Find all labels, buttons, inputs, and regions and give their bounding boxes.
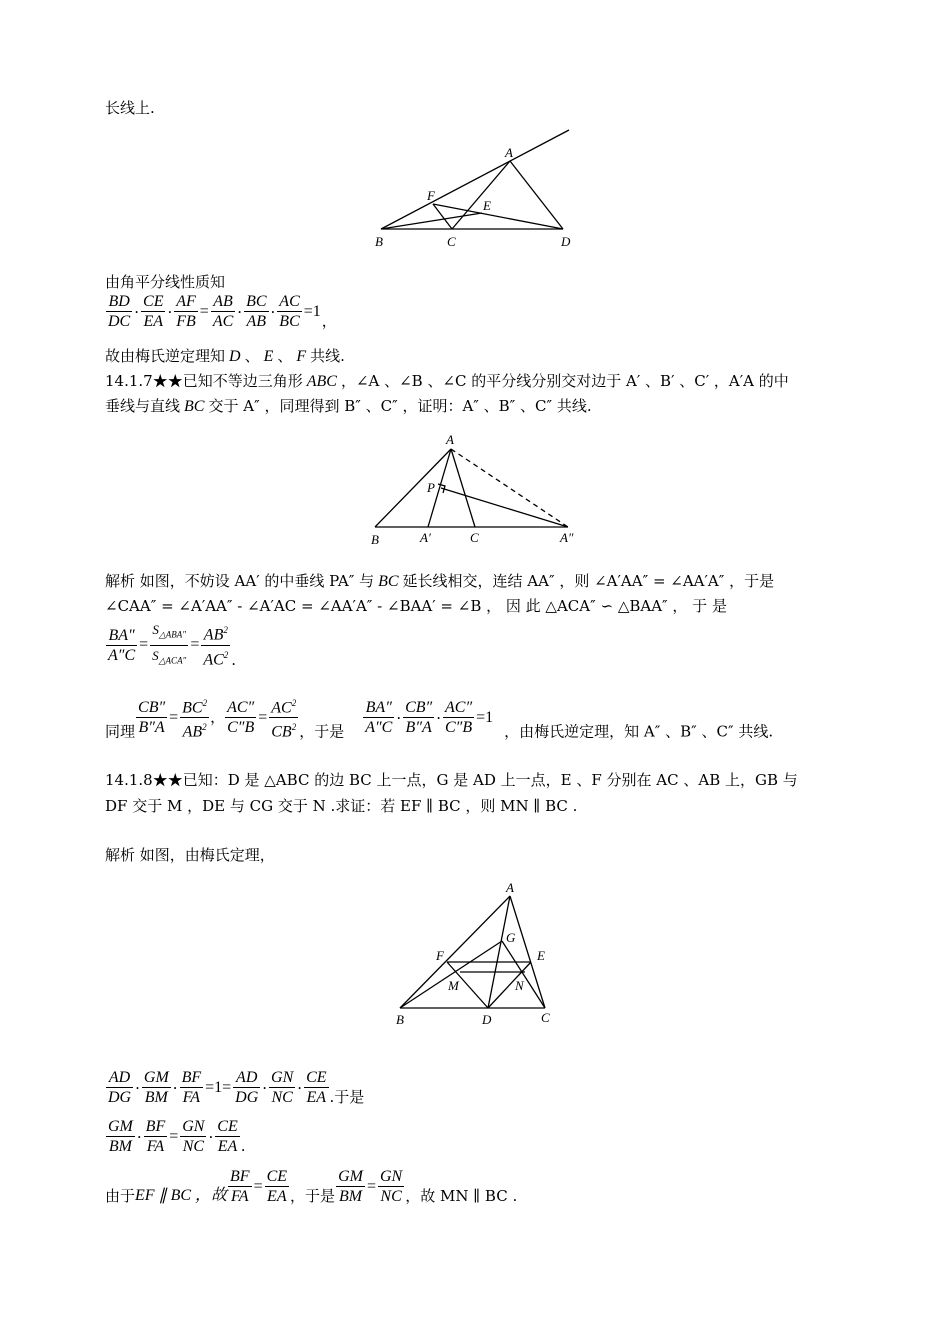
formula-6: 由于EF ∥ BC ，故 $\frac{BF}{FA}$ = $\frac{CE}{EA}$ ，于是 $\frac{GM}{BM}$ = $\frac{GN}{NC}$ ，故 MN ∥ BC . (105, 1168, 518, 1205)
label-M: M (448, 978, 459, 993)
problem-14-1-7: 14.1.7★★已知不等边三角形 ABC ，∠A 、∠B 、∠C 的平分线分别交对边于 A′ 、B′ 、C′ ，A′A 的中 (105, 372, 789, 390)
text-line: 垂线与直线 BC 交于 A″ ，同理得到 B″ 、C″ ，证明：A″ 、B″ 、C″ 共线. (105, 397, 592, 415)
label-A-double-prime: A″ (560, 530, 574, 545)
label-A: A (446, 432, 454, 447)
analysis-line: 解析 如图，由梅氏定理， (105, 846, 275, 864)
problem-14-1-8: 14.1.8★★已知：D 是 △ABC 的边 BC 上一点，G 是 AD 上一点，E 、F 分别在 AC 、AB 上，GB 与 (105, 771, 798, 789)
analysis-line: ∠CAA″ = ∠A′AA″ - ∠A′AC = ∠AA′A″ - ∠BAA′ = ∠B ， 因 此 △ACA″ ∽ △BAA″ ， 于 是 (105, 597, 727, 615)
formula-4: $\frac{AD}{DG}$ · $\frac{GM}{BM}$ · $\frac{BF}{FA}$ =1= $\frac{AD}{DG}$ · $\frac{GN}{NC}$ · $\frac{CE}{EA}$ .于是 (108, 1069, 365, 1106)
label-F: F (436, 948, 444, 963)
label-A: A (505, 145, 513, 160)
label-C: C (541, 1010, 550, 1025)
text-line: 长线上. (105, 99, 155, 117)
label-B: B (371, 532, 379, 547)
label-A: A (506, 880, 514, 895)
label-B: B (375, 234, 383, 249)
label-E: E (537, 948, 545, 963)
figure-1 (370, 125, 580, 255)
label-F: F (427, 188, 435, 203)
label-D: D (482, 1012, 492, 1027)
text-line: DF 交于 M ，DE 与 CG 交于 N .求证：若 EF ∥ BC ，则 MN ∥ BC . (105, 797, 578, 815)
figure-3 (390, 878, 560, 1028)
formula-2: $\frac{BA''}{A''C}$ = $\frac{S_{\triangle ABA''}}{S_{\triangle ACA''}}$ = $\frac{AB^2}{AC^2}$ . (108, 622, 237, 670)
label-C: C (447, 234, 456, 249)
text-line: 由角平分线性质知 (105, 273, 226, 291)
label-N: N (515, 978, 524, 993)
label-A-prime: A′ (420, 530, 431, 545)
analysis-line: 解析 如图，不妨设 AA′ 的中垂线 PA″ 与 BC 延长线相交，连结 AA″ ，则 ∠A′AA″ = ∠AA′A″ ，于是 (105, 572, 775, 590)
figure-2 (360, 428, 590, 550)
text-line: 故由梅氏逆定理知 D 、 E 、 F 共线. (105, 347, 345, 365)
label-B: B (396, 1012, 404, 1027)
label-D: D (561, 234, 571, 249)
label-P: P (427, 480, 435, 495)
label-E: E (483, 198, 491, 213)
formula-3: 同理 $\frac{CB''}{B''A}$ = $\frac{BC^2}{AB^2}$ ， $\frac{AC''}{C''B}$ = $\frac{AC^2}{CB^2}$ ，于是 $\frac{BA''}{A''C}$ · $\frac{CB''}{B''A}$ · $\frac{AC''}{C''B}$ =1，由梅氏逆定理，知 A″ 、B″ 、C″ 共线. (105, 694, 773, 742)
label-C: C (470, 530, 479, 545)
formula-1: $\frac{BD}{DC}$ · $\frac{CE}{EA}$ · $\frac{AF}{FB}$ = $\frac{AB}{AC}$ · $\frac{BC}{AB}$ · $\frac{AC}{BC}$ =1， (108, 293, 337, 330)
formula-5: $\frac{GM}{BM}$ · $\frac{BF}{FA}$ = $\frac{GN}{NC}$ · $\frac{CE}{EA}$ . (108, 1118, 246, 1155)
label-G: G (506, 930, 516, 945)
